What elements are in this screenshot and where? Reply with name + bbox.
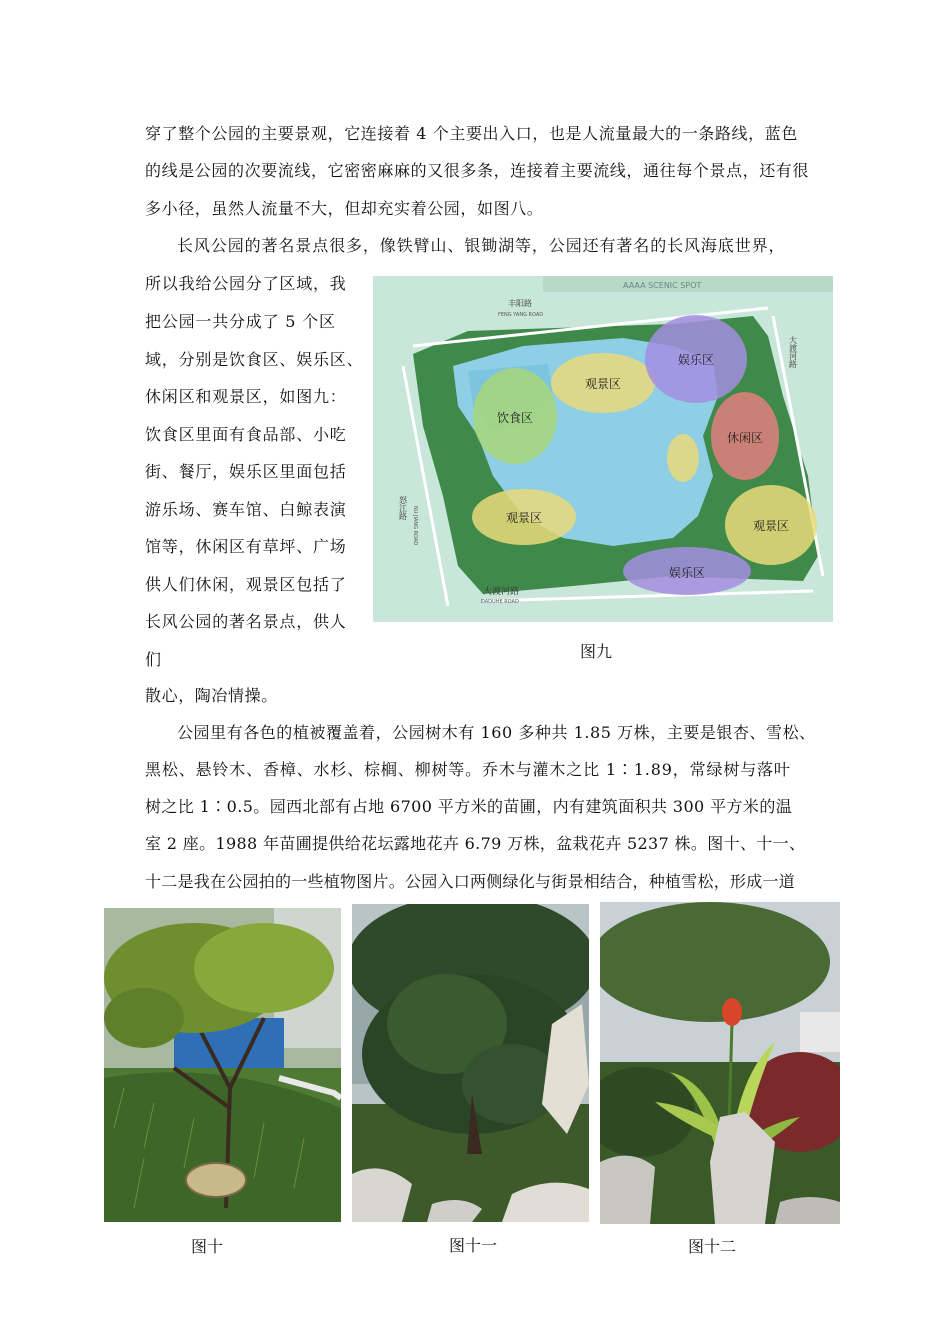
road-label-bottom: 大渡河路	[483, 587, 520, 597]
text-line: 公园里有各色的植被覆盖着，公园树木有 160 多种共 1.85 万株，主要是银杏、雪松、	[177, 723, 816, 742]
figure-caption-11: 图十一	[449, 1236, 498, 1255]
text-line: 十二是我在公园拍的一些植物图片。公园入口两侧绿化与街景相结合，种植雪松，形成一道	[145, 872, 796, 891]
text-line: 休闲区和观景区，如图九：	[145, 387, 347, 406]
zone-label: 娱乐区	[668, 566, 706, 580]
text-line: 饮食区里面有食品部、小吃	[145, 425, 347, 444]
road-label-top-en: FENG YANG ROAD	[498, 312, 544, 318]
zone-view-3	[725, 485, 817, 565]
text-line: 的线是公园的次要流线，它密密麻麻的又很多条，连接着主要流线，通往每个景点，还有很	[145, 161, 810, 180]
text-line: 馆等，休闲区有草坪、广场	[145, 537, 347, 556]
photo-pine-tree	[352, 904, 589, 1222]
zone-label: 观景区	[584, 377, 622, 391]
text-line: 室 2 座。1988 年苗圃提供给花坛露地花卉 6.79 万株，盆栽花卉 5237 株。图十、十一、	[145, 834, 806, 853]
zone-food	[473, 368, 557, 464]
zone-rest	[711, 392, 779, 480]
text-line: 多小径，虽然人流量不大，但却充实着公园，如图八。	[145, 199, 544, 218]
figure-caption-10: 图十	[191, 1237, 224, 1256]
text-line: 们	[145, 650, 162, 669]
zone-fun-2	[623, 547, 751, 595]
zone-label: 休闲区	[726, 431, 764, 445]
zone-label: 娱乐区	[677, 353, 715, 367]
zone-view-island	[667, 434, 699, 482]
zone-view-1	[551, 353, 655, 413]
text-line: 长风公园的著名景点，供人	[145, 612, 347, 631]
map-banner-text: AAAA SCENIC SPOT	[623, 281, 702, 290]
text-line: 树之比 1∶0.5。园西北部有占地 6700 平方米的苗圃，内有建筑面积共 300 平方米的温	[145, 797, 793, 816]
zone-label: 观景区	[505, 511, 543, 525]
figure-caption-9: 图九	[580, 642, 613, 661]
road-label-left-en: NU JIANG ROAD	[412, 506, 418, 546]
figure-caption-12: 图十二	[688, 1237, 737, 1256]
road-label-top: 丰阳路	[508, 299, 532, 308]
road-label-left: 怒江路	[398, 496, 408, 520]
text-line: 域，分别是饮食区、娱乐区、	[145, 350, 364, 369]
road-label-bottom-en: DADUHE ROAD	[481, 599, 519, 605]
photo-maple-tree	[104, 908, 341, 1222]
zone-label: 观景区	[752, 519, 790, 533]
photo-canna-rocks	[600, 902, 840, 1224]
zone-view-2	[472, 489, 576, 545]
text-line: 长风公园的著名景点很多，像铁臂山、银锄湖等，公园还有著名的长风海底世界，	[177, 236, 786, 255]
text-line: 游乐场、赛车馆、白鲸表演	[145, 500, 347, 519]
text-line: 散心，陶冶情操。	[145, 686, 278, 705]
text-line: 所以我给公园分了区域，我	[145, 274, 347, 293]
text-line: 穿了整个公园的主要景观，它连接着 4 个主要出入口，也是人流量最大的一条路线，蓝色	[145, 124, 798, 143]
text-line: 把公园一共分成了 5 个区	[145, 312, 336, 331]
zone-fun-1	[645, 315, 747, 403]
text-line: 街、餐厅，娱乐区里面包括	[145, 462, 347, 481]
road-label-right: 大渡河路	[788, 336, 798, 368]
zone-label: 饮食区	[496, 411, 534, 425]
text-line: 供人们休闲，观景区包括了	[145, 575, 347, 594]
text-line: 黑松、悬铃木、香樟、水杉、棕榈、柳树等。乔木与灌木之比 1∶1.89，常绿树与落叶	[145, 760, 791, 779]
park-zone-map	[373, 276, 833, 622]
